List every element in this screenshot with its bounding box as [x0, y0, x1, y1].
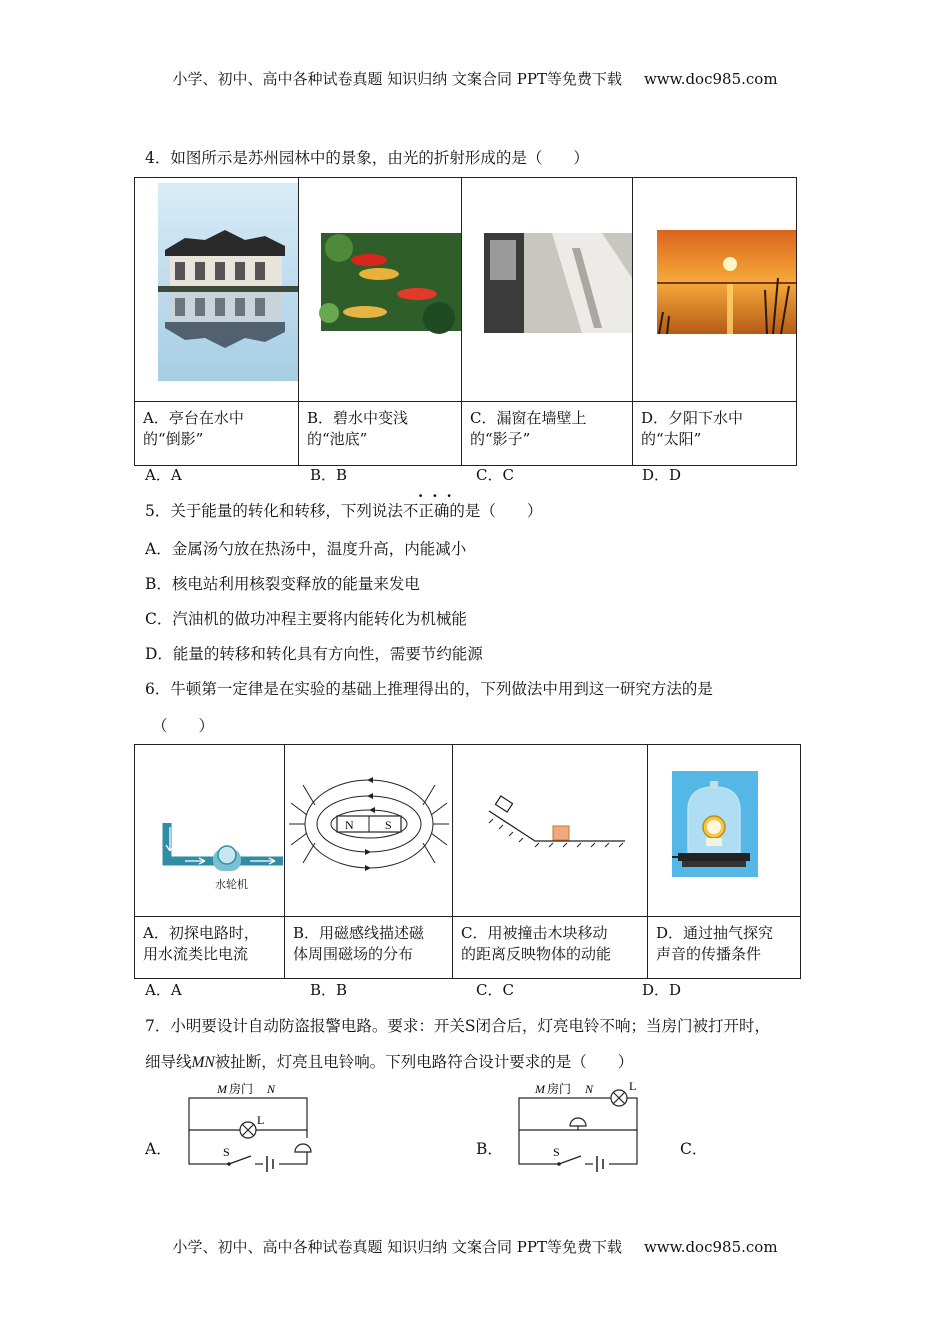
- header-url[interactable]: www.doc985.com: [643, 70, 778, 88]
- q4-image-d: [633, 178, 797, 402]
- svg-text:L: L: [629, 1080, 637, 1093]
- q4-answer-d[interactable]: D．D: [642, 466, 682, 484]
- q4-answer-c[interactable]: C．C: [476, 466, 514, 484]
- svg-text:L: L: [257, 1113, 265, 1127]
- q4-caption-c: C．漏窗在墙壁上 的“影子”: [462, 402, 633, 466]
- q5-option-c[interactable]: C．汽油机的做功冲程主要将内能转化为机械能: [145, 610, 467, 628]
- svg-text:S: S: [223, 1145, 230, 1159]
- q6-answer-b[interactable]: B．B: [310, 981, 348, 999]
- magnet-n: N: [345, 818, 354, 832]
- q4-caption-d: D．夕阳下水中 的“太阳”: [633, 402, 797, 466]
- svg-text:房门: 房门: [547, 1082, 572, 1096]
- q7-option-b-label[interactable]: B．: [476, 1140, 503, 1158]
- q5-option-d[interactable]: D．能量的转移和转化具有方向性，需要节约能源: [145, 645, 483, 663]
- q5-option-a[interactable]: A．金属汤勺放在热汤中，温度升高，内能减小: [145, 540, 467, 558]
- q6-answer-a[interactable]: A．A: [145, 981, 182, 999]
- q6-caption-b: B．用磁感线描述磁 体周围磁场的分布: [285, 917, 453, 979]
- bell-jar-image: [648, 745, 800, 912]
- q6-image-c: [453, 745, 648, 917]
- q6-image-d: [648, 745, 801, 917]
- svg-text:N: N: [267, 1082, 276, 1096]
- q4-table: [134, 177, 797, 466]
- svg-text:房门: 房门: [229, 1082, 254, 1096]
- q6-caption-d: D．通过抽气探究 声音的传播条件: [648, 917, 801, 979]
- window-shadow-image: [462, 178, 632, 397]
- wheel-label: 水轮机: [215, 879, 248, 891]
- svg-text:N: N: [585, 1082, 594, 1096]
- q7-line1: 7．小明要设计自动防盗报警电路。要求：开关S闭合后，灯亮电铃不响；当房门被打开时，: [145, 1017, 770, 1035]
- q6-paren: （ ）: [152, 717, 215, 735]
- water-wheel-diagram: [135, 745, 284, 912]
- q6-caption-a: A．初探电路时， 用水流类比电流: [135, 917, 285, 979]
- q6-caption-c: C．用被撞击木块移动 的距离反映物体的动能: [453, 917, 648, 979]
- q6-table: [134, 744, 801, 979]
- footer-url[interactable]: www.doc985.com: [643, 1238, 778, 1256]
- pavilion-reflection-image: [135, 178, 298, 397]
- svg-text:S: S: [553, 1145, 560, 1159]
- q7-mn: MN: [191, 1054, 215, 1071]
- q4-caption-b: B．碧水中变浅 的“池底”: [299, 402, 462, 466]
- q4-caption-a: A．亭台在水中 的“倒影”: [135, 402, 299, 466]
- page-footer: [0, 1236, 950, 1257]
- header-text: 小学、初中、高中各种试卷真题 知识归纳 文案合同 PPT等免费下载: [172, 70, 622, 88]
- q5-stem: 5．关于能量的转化和转移，下列说法不正确的是（ ）: [145, 502, 543, 520]
- q7-circuit-b: [515, 1080, 650, 1172]
- incline-block-diagram: [453, 745, 647, 912]
- q6-image-b: [285, 745, 453, 917]
- q4-image-c: [462, 178, 633, 402]
- footer-text: 小学、初中、高中各种试卷真题 知识归纳 文案合同 PPT等免费下载: [172, 1238, 622, 1256]
- q7-line2: 细导线MN被扯断，灯亮且电铃响。下列电路符合设计要求的是（ ）: [145, 1053, 634, 1071]
- q6-answer-c[interactable]: C．C: [476, 981, 514, 999]
- magnetic-field-diagram: [285, 745, 452, 912]
- magnet-s: S: [385, 818, 392, 832]
- q7-circuit-a: [185, 1080, 320, 1172]
- sunset-image: [633, 178, 796, 397]
- q4-stem: 4．如图所示是苏州园林中的景象，由光的折射形成的是（ ）: [145, 149, 589, 167]
- q4-answer-b[interactable]: B．B: [310, 466, 348, 484]
- q4-image-b: [299, 178, 462, 402]
- q4-answer-a[interactable]: A．A: [145, 466, 182, 484]
- q5-option-b[interactable]: B．核电站利用核裂变释放的能量来发电: [145, 575, 420, 593]
- page-header: [0, 68, 950, 89]
- q6-image-a: [135, 745, 285, 917]
- q6-answer-d[interactable]: D．D: [642, 981, 682, 999]
- q7-option-c-label[interactable]: C．: [680, 1140, 708, 1158]
- q5-emphasis: 不正确: [402, 502, 450, 520]
- koi-pond-image: [299, 178, 461, 397]
- svg-text:M: M: [535, 1082, 545, 1096]
- q4-image-a: [135, 178, 299, 402]
- q7-option-a-label[interactable]: A．: [145, 1140, 172, 1158]
- emphasis-dots: ···: [418, 487, 461, 505]
- svg-text:M: M: [217, 1082, 227, 1096]
- q6-stem: 6．牛顿第一定律是在实验的基础上推理得出的，下列做法中用到这一研究方法的是: [145, 680, 713, 698]
